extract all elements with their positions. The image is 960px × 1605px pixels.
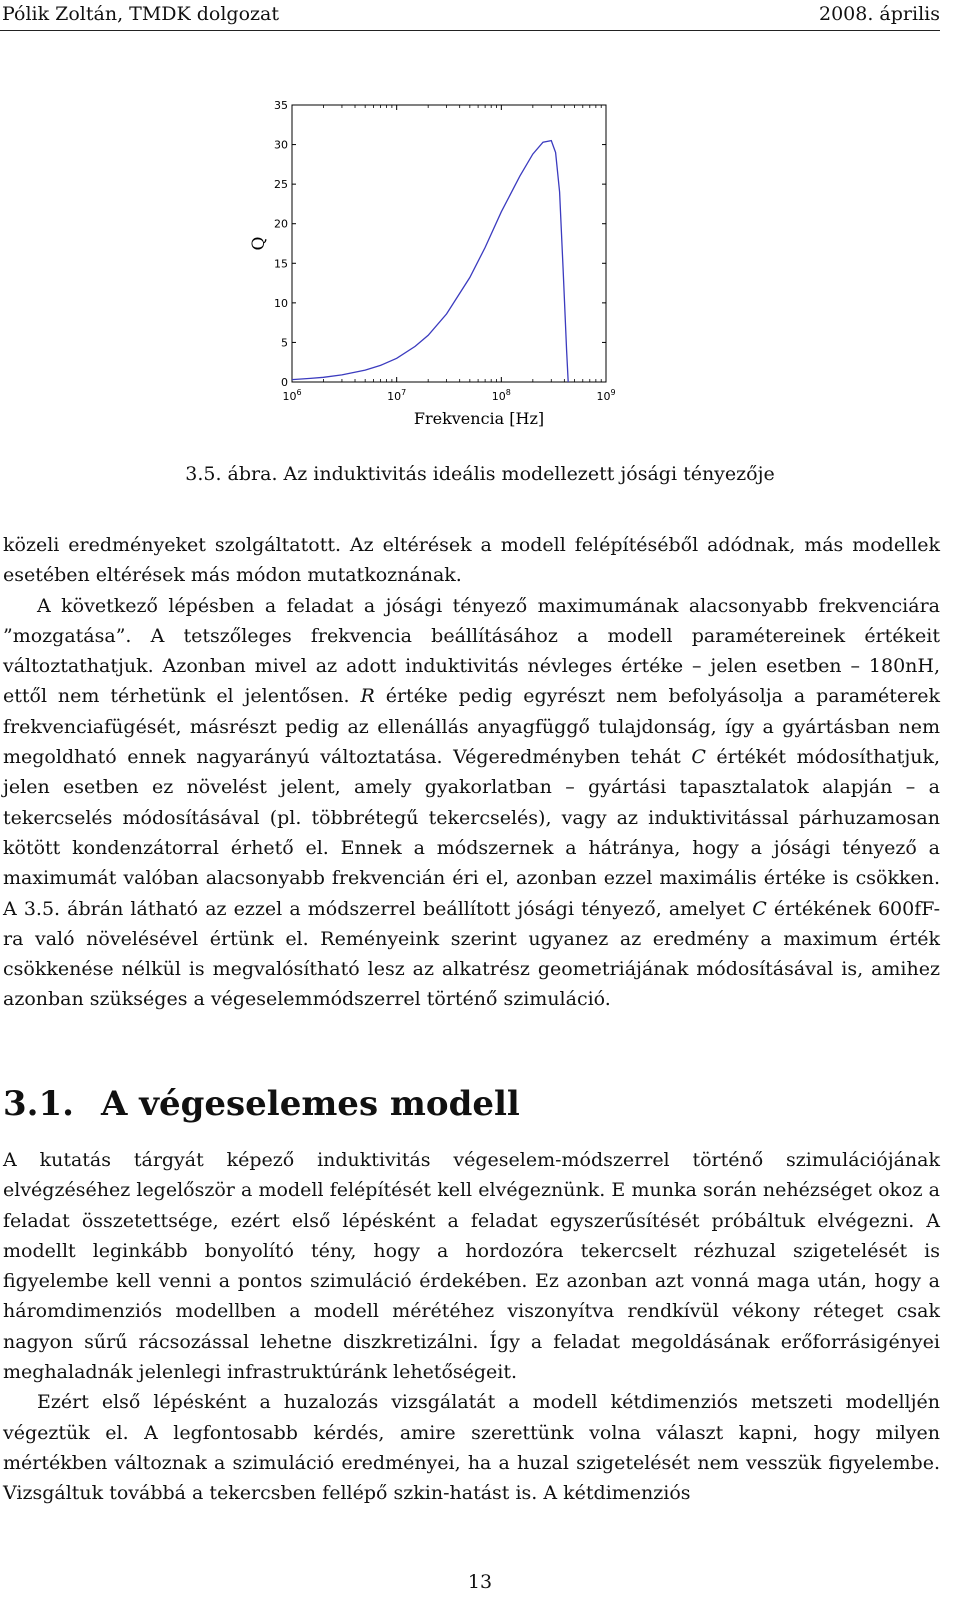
text-run: A kutatás tárgyát képező induktivitás végeselem-módszerrel történő szimulációjának elvégzéséhez legelőször a modell felépítését kell elvégeznünk. E munka során nehézséget okoz a feladat összetettsége, ezért első lépésként a feladat egyszerűsítését próbáltuk elvégezni. A modellt leginkább bonyolító tény, hogy a hordozóra tekercselt rézhuzal szigetelését is figyelembe kell venni a pontos szimuláció érdekében. Ez azonban azt vonná maga után, hogy a háromdimenziós modellben a modell mérétéhez viszonyítva rendkívül vékony réteget csak nagyon sűrű rácsozással lehetne diszkretizálni. Így a feladat megoldásának erőforrásigényei meghaladnák jelenlegi infrastruktúránk lehetőségeit.: [3, 1149, 940, 1384]
text-run: A következő lépésben a feladat a jósági tényező maximumának alacsonyabb frekvenciára ”mozgatása”. A tetszőleges frekvencia beállításához a modell paramétereinek értékeit változtathatjuk. Azonban mivel az adott induktivitás névleges értéke – jelen esetben – 180nH, ettől nem térhetünk el jelentősen.: [3, 594, 940, 708]
y-tick-label: 35: [274, 99, 288, 112]
y-tick-label: 30: [274, 138, 288, 152]
q-frequency-chart: [240, 90, 640, 450]
section-title: A végeselemes modell: [101, 1084, 520, 1124]
paragraph: [3, 591, 940, 1015]
paragraph: [3, 1387, 940, 1508]
page-number: 13: [467, 1571, 493, 1593]
italic-symbol: C: [691, 746, 706, 769]
x-tick-label: $10^7$: [387, 388, 407, 403]
series-line: [292, 141, 568, 382]
text-block-2: [3, 1145, 940, 1509]
figure-caption: 3.5. ábra. Az induktivitás ideális modellezett jósági tényezője: [185, 463, 775, 485]
text-run: Ezért első lépésként a huzalozás vizsgálatát a modell kétdimenziós metszeti modelljén végeztük el. A legfontosabb kérdés, amire szerettünk volna választ kapni, hogy milyen mértékben változnak a szimuláció eredményei, ha a huzal szigetelését nem vesszük figyelembe. Vizsgáltuk továbbá a tekercsben fellépő szkin-hatást is. A kétdimenziós: [3, 1391, 940, 1505]
y-tick-label: 15: [274, 257, 288, 271]
y-tick-label: 10: [274, 296, 288, 310]
paragraph: [3, 530, 940, 591]
italic-symbol: R: [360, 685, 375, 708]
y-tick-label: 5: [281, 336, 288, 350]
y-axis-label: Q: [249, 236, 269, 251]
y-tick-label: 25: [274, 178, 288, 192]
page-header: [0, 2, 940, 28]
italic-symbol: C: [752, 897, 767, 920]
header-date: 2008. április: [819, 3, 940, 25]
y-tick-label: 20: [274, 217, 288, 231]
text-block-1: [3, 530, 940, 1015]
header-rule: [0, 30, 940, 31]
plot-frame: [292, 105, 606, 382]
x-tick-label: $10^6$: [282, 388, 302, 403]
header-author: Pólik Zoltán, TMDK dolgozat: [2, 3, 280, 25]
text-run: közeli eredményeket szolgáltatott. Az eltérések a modell felépítéséből adódnak, más modellek esetében eltérések más módon mutatkoznának.: [3, 534, 940, 587]
x-axis-label: Frekvencia [Hz]: [413, 409, 545, 428]
figure-q-chart: [240, 90, 640, 450]
paragraph: [3, 1145, 940, 1387]
x-tick-label: $10^8$: [491, 388, 511, 403]
text-run: értéke pedig egyrészt nem befolyásolja a paraméterek frekvenciafügését, másrészt pedig az ellenállás anyagfüggő tulajdonság, így a gyártásban nem megoldható ennek nagyarányú változtatása. Végeredményben tehát: [3, 685, 941, 769]
x-tick-label: $10^9$: [596, 388, 616, 403]
section-number: 3.1.: [3, 1084, 74, 1124]
text-run: értékének 600fF-ra való növelésével értünk el. Reményeink szerint ugyanez az eredmény a maximum érték csökkenése nélkül is megvalósítható lesz az alkatrész geometriájának módosításával is, amihez azonban szükséges a végeselemmódszerrel történő szimuláció.: [3, 897, 940, 1011]
section-heading: [3, 1080, 903, 1128]
text-run: értékét módosíthatjuk, jelen esetben ez növelést jelent, amely gyakorlatban – gyártási tapasztalatok alapján – a tekercselés módosításával (pl. többrétegű tekercselés), vagy az induktivitással párhuzamosan kötött kondenzátorral érhető el. Ennek a módszernek a hátránya, hogy a jósági tényező a maximumát valóban alacsonyabb frekvencián éri el, azonban ezzel maximális értéke is csökken. A 3.5. ábrán látható az ezzel a módszerrel beállított jósági tényező, amelyet: [3, 746, 940, 920]
y-tick-label: 0: [281, 376, 288, 389]
